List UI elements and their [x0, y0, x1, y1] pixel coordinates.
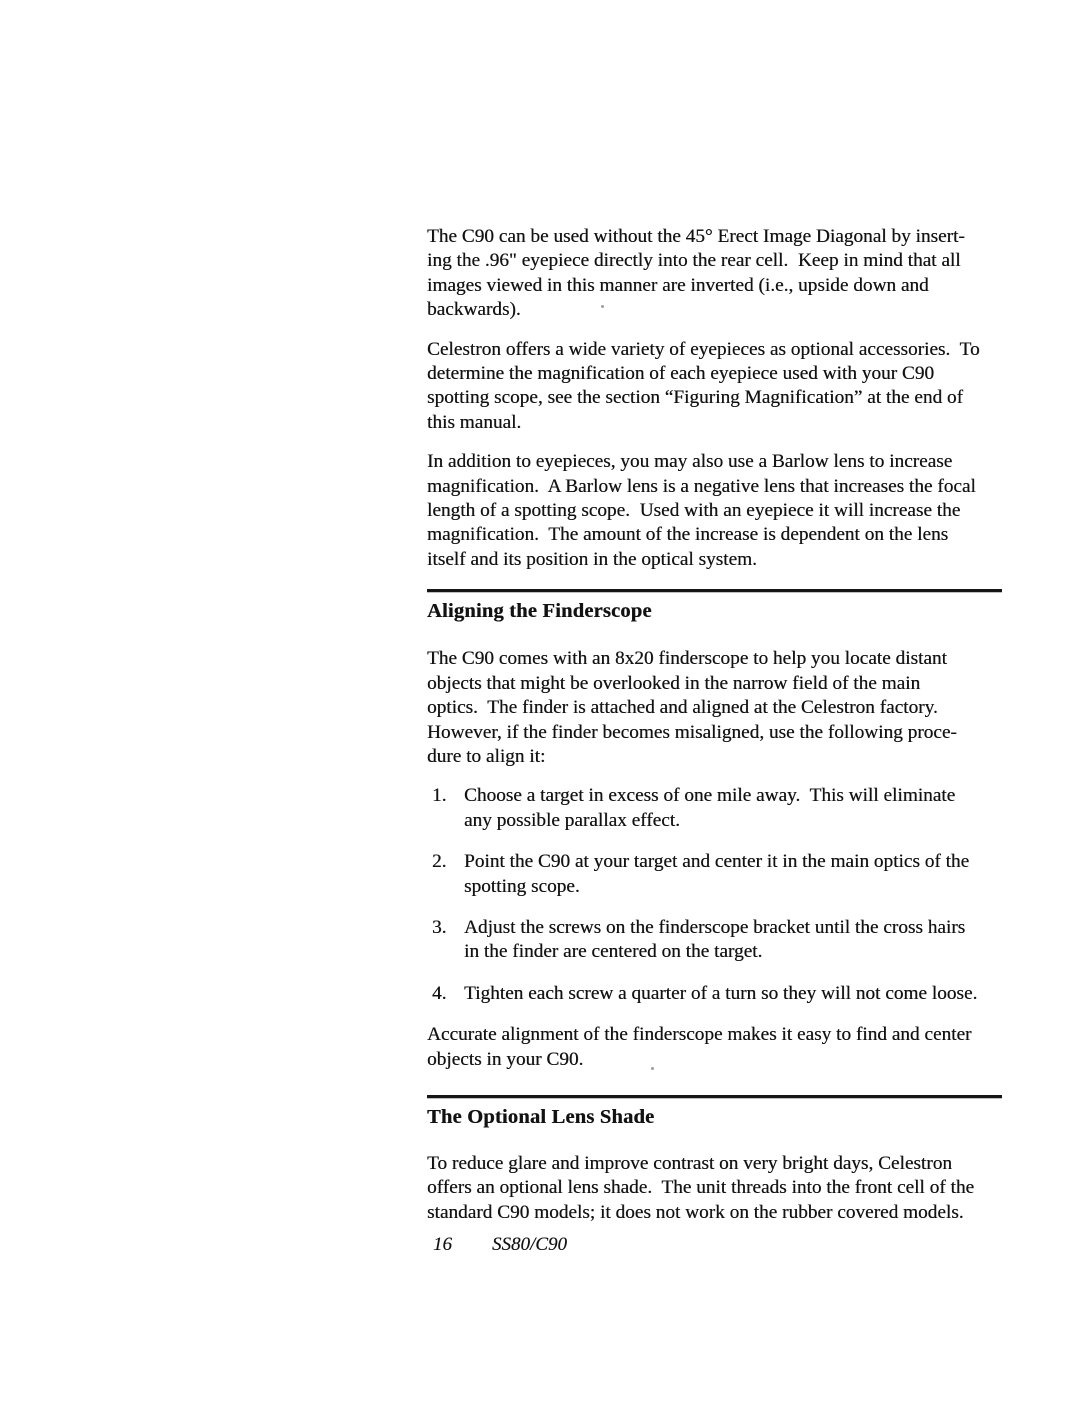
step-text: Point the C90 at your target and center it in the main optics of the spotting scope.	[464, 851, 970, 897]
numbered-step	[427, 784, 1002, 833]
section-heading-aligning-finderscope: Aligning the Finderscope	[427, 600, 652, 623]
numbered-steps-list	[427, 784, 1002, 1006]
numbered-step	[427, 916, 1002, 965]
step-text: Tighten each screw a quarter of a turn so they will not come loose.	[464, 982, 978, 1004]
numbered-step	[427, 850, 1002, 899]
paragraph-barlow-lens: In addition to eyepieces, you may also use a Barlow lens to increase magnification. A Barlow lens is a negative lens that increases the focal length of a spotting scope. Used with an eyepiece it will increase the magnification. The amount of the increase is dependent on the lens itself and its position in the optical system.	[427, 451, 976, 570]
text-column	[427, 225, 1002, 1240]
section-heading-optional-lens-shade: The Optional Lens Shade	[427, 1105, 655, 1128]
paragraph-finderscope-intro: The C90 comes with an 8x20 finderscope to help you locate distant objects that might be overlooked in the narrow field of the main optics. The finder is attached and aligned at the Celestron factory. However, if the finder becomes misaligned, use the following proce- dure to align it:	[427, 648, 957, 767]
scan-speck	[601, 305, 604, 308]
section-divider-rule	[427, 589, 1002, 592]
heading-gap	[427, 623, 1002, 647]
numbered-step	[427, 982, 1002, 1006]
step-text: Adjust the screws on the finderscope bracket until the cross hairs in the finder are centered on the target.	[464, 916, 966, 963]
document-code: SS80/C90	[492, 1234, 567, 1255]
paragraph-eyepieces-accessories: Celestron offers a wide variety of eyepieces as optional accessories. To determine the magnification of each eyepiece used with your C90 spotting scope, see the section “Figuring Magnification” at the end of this manual.	[427, 338, 980, 433]
scan-speck	[651, 1067, 654, 1070]
section-divider-rule	[427, 1095, 1002, 1098]
paragraph-alignment-closing: Accurate alignment of the finderscope makes it easy to find and center objects in your C90.	[427, 1024, 972, 1070]
heading-gap	[427, 1129, 1002, 1152]
page-footer	[433, 1233, 567, 1257]
step-number: 4.	[432, 982, 447, 1004]
step-number: 3.	[432, 916, 447, 938]
paragraph-erect-image: The C90 can be used without the 45° Erect Image Diagonal by insert- ing the .96" eyepiece directly into the rear cell. Keep in mind that all images viewed in this manner are inverted (i.e., upside down and backwards).	[427, 226, 965, 321]
step-number: 2.	[432, 851, 447, 873]
paragraph-lens-shade: To reduce glare and improve contrast on very bright days, Celestron offers an optional lens shade. The unit threads into the front cell of the standard C90 models; it does not work on the rubber covered models.	[427, 1152, 975, 1223]
page-number: 16	[433, 1234, 452, 1255]
step-number: 1.	[432, 785, 447, 807]
step-text: Choose a target in excess of one mile away. This will eliminate any possible parallax effect.	[464, 785, 956, 831]
